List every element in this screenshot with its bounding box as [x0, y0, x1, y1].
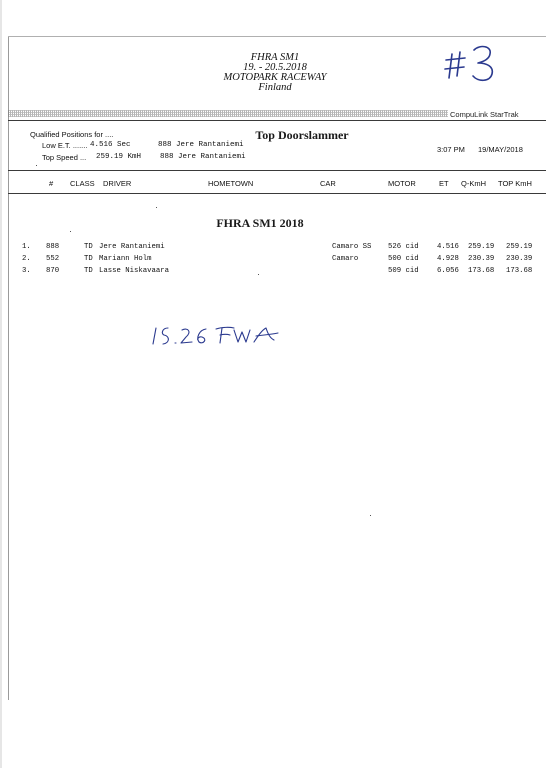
- row-class: TD: [84, 267, 93, 275]
- col-head-top-kmh: TOP KmH: [498, 179, 532, 188]
- scan-speck: [36, 165, 37, 166]
- low-et-number: 888: [158, 141, 172, 149]
- report-time: 3:07 PM: [437, 145, 465, 154]
- top-speed-driver: Jere Rantaniemi: [178, 153, 246, 161]
- row-class: TD: [84, 243, 93, 251]
- col-head-car: CAR: [320, 179, 336, 188]
- row-class: TD: [84, 255, 93, 263]
- header-rule: [8, 120, 546, 121]
- col-head-number: #: [49, 179, 54, 188]
- page-edge: [0, 0, 2, 768]
- row-motor: 526 cid: [388, 243, 419, 251]
- handwritten-signature: [150, 318, 290, 348]
- header-dates: 19. - 20.5.2018: [243, 62, 307, 73]
- row-et: 4.516: [437, 243, 459, 251]
- columns-bottom-rule: [8, 193, 546, 194]
- row-position: 1.: [22, 243, 31, 251]
- handwritten-number-mark: [440, 36, 510, 88]
- row-et: 6.056: [437, 267, 459, 275]
- row-car: Camaro: [332, 255, 359, 263]
- row-car-number: 552: [46, 255, 60, 263]
- event-title: FHRA SM1 2018: [216, 216, 304, 230]
- frame-left-line: [8, 36, 9, 700]
- header-venue: MOTOPARK RACEWAY: [223, 72, 327, 83]
- top-speed-label: Top Speed ...: [42, 153, 87, 162]
- col-head-q-kmh: Q-KmH: [461, 179, 486, 188]
- columns-top-rule: [8, 170, 546, 171]
- low-et-value: 4.516 Sec: [90, 141, 131, 149]
- low-et-driver: Jere Rantaniemi: [176, 141, 244, 149]
- row-car-number: 888: [46, 243, 60, 251]
- row-car-number: 870: [46, 267, 60, 275]
- row-q-kmh: 259.19: [468, 243, 495, 251]
- row-et: 4.928: [437, 255, 459, 263]
- col-head-et: ET: [439, 179, 449, 188]
- row-position: 2.: [22, 255, 31, 263]
- header-event: FHRA SM1: [250, 52, 300, 63]
- header-country: Finland: [258, 82, 292, 93]
- low-et-label: Low E.T. .......: [42, 141, 88, 150]
- scan-speck: [70, 231, 71, 232]
- qualified-heading: Qualified Positions for ....: [30, 130, 114, 139]
- report-date: 19/MAY/2018: [478, 145, 523, 154]
- row-q-kmh: 230.39: [468, 255, 495, 263]
- top-speed-value: 259.19 KmH: [96, 153, 142, 161]
- row-position: 3.: [22, 267, 31, 275]
- row-driver: Mariann Holm: [99, 255, 152, 263]
- row-top-kmh: 173.68: [506, 267, 533, 275]
- row-driver: Jere Rantaniemi: [99, 243, 165, 251]
- software-label: CompuLink StarTrak: [450, 110, 519, 119]
- col-head-driver: DRIVER: [103, 179, 132, 188]
- class-title: Top Doorslammer: [255, 128, 349, 142]
- scan-speck: [258, 274, 259, 275]
- row-car: Camaro SS: [332, 243, 372, 251]
- col-head-hometown: HOMETOWN: [208, 179, 254, 188]
- col-head-motor: MOTOR: [388, 179, 416, 188]
- top-speed-number: 888: [160, 153, 174, 161]
- scan-speck: [370, 515, 371, 516]
- scan-speck: [156, 207, 157, 208]
- row-driver: Lasse Niskavaara: [99, 267, 170, 275]
- dotted-separator: [8, 110, 448, 117]
- row-motor: 509 cid: [388, 267, 419, 275]
- row-top-kmh: 230.39: [506, 255, 533, 263]
- row-top-kmh: 259.19: [506, 243, 533, 251]
- row-q-kmh: 173.68: [468, 267, 495, 275]
- col-head-class: CLASS: [70, 179, 95, 188]
- row-motor: 500 cid: [388, 255, 419, 263]
